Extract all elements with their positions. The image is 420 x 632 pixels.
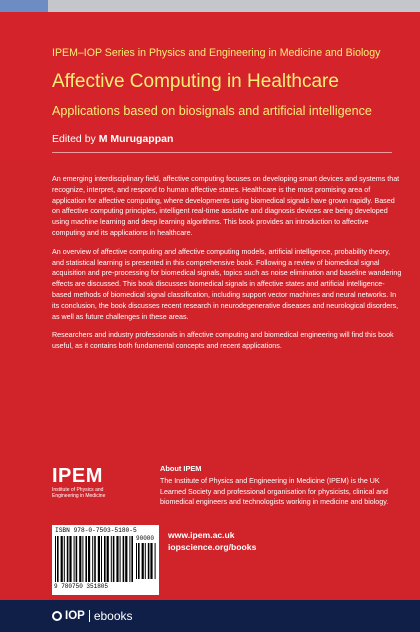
- about-ipem-heading: About IPEM: [160, 464, 202, 473]
- isbn-label: ISBN 978-0-7503-5180-5: [55, 527, 137, 534]
- ipem-logo: [52, 466, 122, 500]
- header-divider: [52, 152, 392, 153]
- blurb-paragraph: Researchers and industry professionals in affective computing and biomedical engineering will find this book useful, as it contains both fundamental concepts and recent applications.: [52, 331, 394, 351]
- price-code: 90000: [136, 535, 155, 542]
- editor-line: [52, 133, 412, 145]
- back-cover-blurb: [52, 174, 402, 360]
- blurb-paragraph: An overview of affective computing and affective computing models, artificial intelligence, probability theory, and statistical learning is presented in this comprehensive book. Following a review of biomedical signal acquisition and pre-processing for biomedical signals, topics such as noise elimination and baseline wandering effects are discussed. This book discusses biomedical signals in affective states and artificial intelligence-based methods of biomedical signal classification, including support vector machines and neural networks. In its conclusion, the book discusses recent research in neurodegenerative diseases and neurological disorders, as well as future challenges in these areas.: [52, 247, 402, 321]
- barcode-bars: [55, 536, 133, 582]
- ipem-logo-word: IPEM: [52, 465, 103, 487]
- book-title: Affective Computing in Healthcare: [52, 71, 339, 92]
- iop-website-link[interactable]: iopscience.org/books: [168, 542, 257, 552]
- ebooks-word: ebooks: [93, 609, 133, 623]
- about-ipem-text: The Institute of Physics and Engineering in Medicine (IPEM) is the UK Learned Society and professional organisation for physicists, clinical and biomedical engineers and technologists working in medicine and biology.: [160, 477, 389, 507]
- editor-prefix: Edited by: [52, 133, 96, 145]
- price-barcode-bars: [136, 543, 156, 579]
- series-name: IPEM–IOP Series in Physics and Engineering in Medicine and Biology: [52, 47, 381, 59]
- book-subtitle: Applications based on biosignals and artificial intelligence: [52, 104, 372, 118]
- ipem-website-link[interactable]: www.ipem.ac.uk: [168, 530, 235, 540]
- blurb-paragraph: An emerging interdisciplinary field, affective computing focuses on developing smart devices and systems that recognize, interpret, and respond to human affective states. Healthcare is the most promising area of application for affective computing, where developments using biomedical signals have grown rapidly. Based on affective computing principles, intelligent real-time assistive and diagnosis devices are being developed using machine learning and deep learning algorithms. This book provides an introduction to affective computing and its applications in healthcare.: [52, 175, 400, 237]
- isbn-digits: 9 780750 351805: [54, 583, 109, 590]
- ipem-logo-subtitle: Institute of Physics and Engineering in Medicine: [52, 487, 106, 499]
- top-strip-accent: [0, 0, 48, 12]
- website-links: [168, 529, 256, 553]
- editor-name: M Murugappan: [98, 133, 174, 145]
- iop-word: IOP: [65, 610, 85, 622]
- iop-ebooks-logo: [52, 607, 133, 625]
- iop-circle-icon: [52, 611, 62, 621]
- top-strip: [0, 0, 420, 12]
- logo-separator: [89, 610, 90, 622]
- isbn-barcode: [52, 525, 159, 595]
